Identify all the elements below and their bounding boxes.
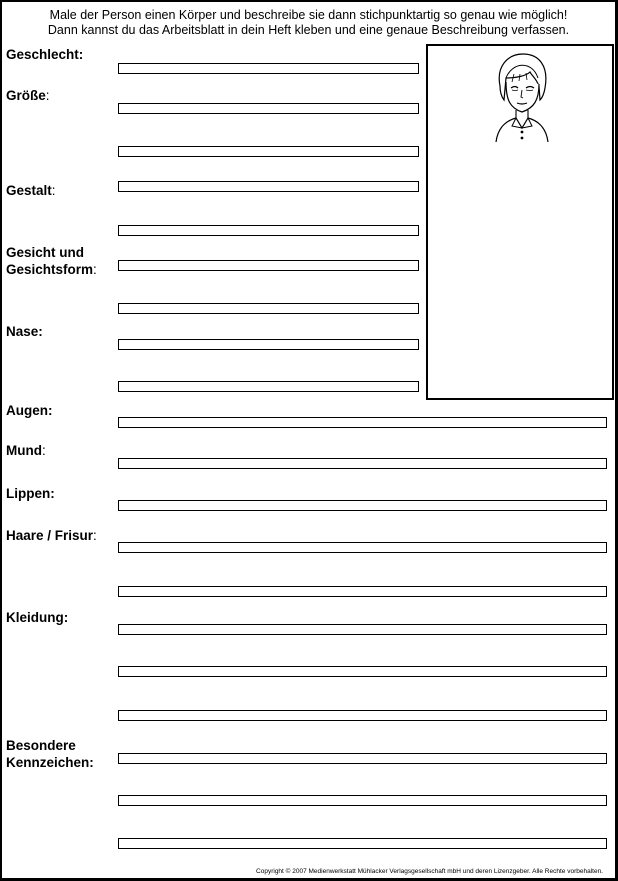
instruction-line-2: Dann kannst du das Arbeitsblatt in dein Heft kleben und eine genaue Beschreibung verfassen. (47, 23, 570, 37)
copyright-notice: Copyright © 2007 Medienwerkstatt Mühlacker Verlagsgesellschaft mbH und deren Lizenzgeber. Alle Rechte vorbehalten. (256, 868, 603, 875)
writing-line[interactable] (118, 339, 419, 350)
writing-line[interactable] (118, 146, 419, 157)
writing-line[interactable] (118, 260, 419, 271)
instruction-line-1: Male der Person einen Körper und beschreibe sie dann stichpunktartig so genau wie möglich! (49, 8, 568, 22)
label-gestalt: Gestalt: (6, 183, 56, 198)
writing-line[interactable] (118, 181, 419, 192)
drawing-area[interactable] (426, 44, 614, 400)
writing-line[interactable] (118, 500, 607, 511)
worksheet (2, 2, 615, 878)
writing-line[interactable] (118, 303, 419, 314)
writing-line[interactable] (118, 795, 607, 806)
writing-line[interactable] (118, 586, 607, 597)
writing-line[interactable] (118, 666, 607, 677)
label-groesse: Größe: (6, 88, 50, 103)
writing-line[interactable] (118, 458, 607, 469)
writing-line[interactable] (118, 63, 419, 74)
writing-line[interactable] (118, 417, 607, 428)
label-nase: Nase: (6, 324, 43, 339)
writing-line[interactable] (118, 753, 607, 764)
label-geschlecht: Geschlecht: (6, 47, 84, 62)
label-besondere-line1: Besondere (6, 738, 76, 753)
writing-line[interactable] (118, 542, 607, 553)
writing-line[interactable] (118, 624, 607, 635)
writing-line[interactable] (118, 103, 419, 114)
writing-line[interactable] (118, 381, 419, 392)
label-besondere-line2: Kennzeichen: (6, 755, 94, 770)
label-gesicht-line1: Gesicht und (6, 245, 85, 260)
person-head-drawing (492, 52, 552, 144)
label-mund: Mund: (6, 443, 46, 458)
label-haare-frisur: Haare / Frisur: (6, 528, 97, 543)
label-lippen: Lippen: (6, 486, 55, 501)
label-gesicht-line2: Gesichtsform: (6, 262, 97, 277)
label-augen: Augen: (6, 403, 53, 418)
writing-line[interactable] (118, 225, 419, 236)
writing-line[interactable] (118, 710, 607, 721)
writing-line[interactable] (118, 838, 607, 849)
label-kleidung: Kleidung: (6, 610, 69, 625)
